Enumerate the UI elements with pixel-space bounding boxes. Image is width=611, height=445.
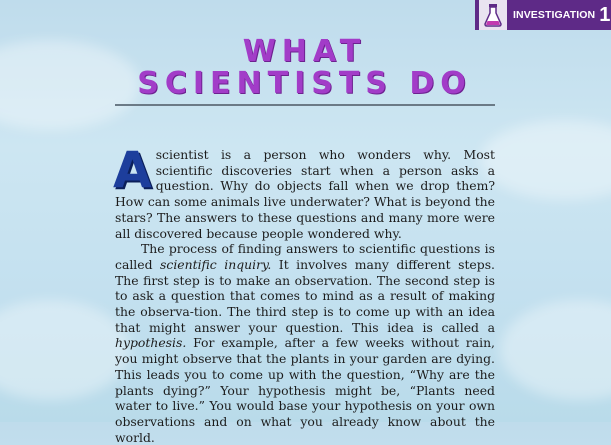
cloud bbox=[480, 120, 611, 200]
term-hypothesis: hypothesis. bbox=[115, 335, 187, 351]
badge-label: INVESTIGATION bbox=[513, 9, 596, 21]
cloud bbox=[500, 300, 611, 400]
paragraph-2-text-b: It involves many different steps. The first step is to make an observation. The second step is to ask a question that comes to mind as a result of making the observa-tion. The third step is to come up with an idea that might answer your question. This idea is called a bbox=[115, 256, 495, 335]
article-body bbox=[113, 141, 495, 445]
drop-cap: A bbox=[113, 141, 152, 199]
paragraph-2 bbox=[115, 241, 495, 445]
investigation-badge bbox=[475, 0, 611, 30]
title-divider bbox=[115, 104, 495, 106]
badge-number: 1 bbox=[599, 3, 611, 26]
cloud bbox=[0, 300, 130, 400]
paragraph-1-text: scientist is a person who wonders why. Most scientific discoveries start when a person asks a question. Why do objects fall when we drop them? How can some animals live underwater? What is beyond the stars? The answers to these questions and many more were all discovered because people wondered why. bbox=[115, 147, 495, 241]
page-title-line1: WHAT bbox=[242, 34, 367, 69]
flask-icon bbox=[479, 0, 507, 30]
term-scientific-inquiry: scientific inquiry. bbox=[160, 256, 272, 272]
paragraph-2-text-c: For example, after a few weeks without rain, you might observe that the plants in your garden are dying. This leads you to come up with the question, “Why are the plants dying?” Your hypothesis might be, “Plants need water to live.” You would base your hypothesis on your own observations and on what you already know about the world. bbox=[115, 335, 495, 445]
paragraph-1 bbox=[113, 141, 495, 241]
paragraph-2-text-a: The process of finding answers to scientific questions is called bbox=[115, 241, 495, 272]
page-title-line2: SCIENTISTS DO bbox=[137, 66, 472, 101]
